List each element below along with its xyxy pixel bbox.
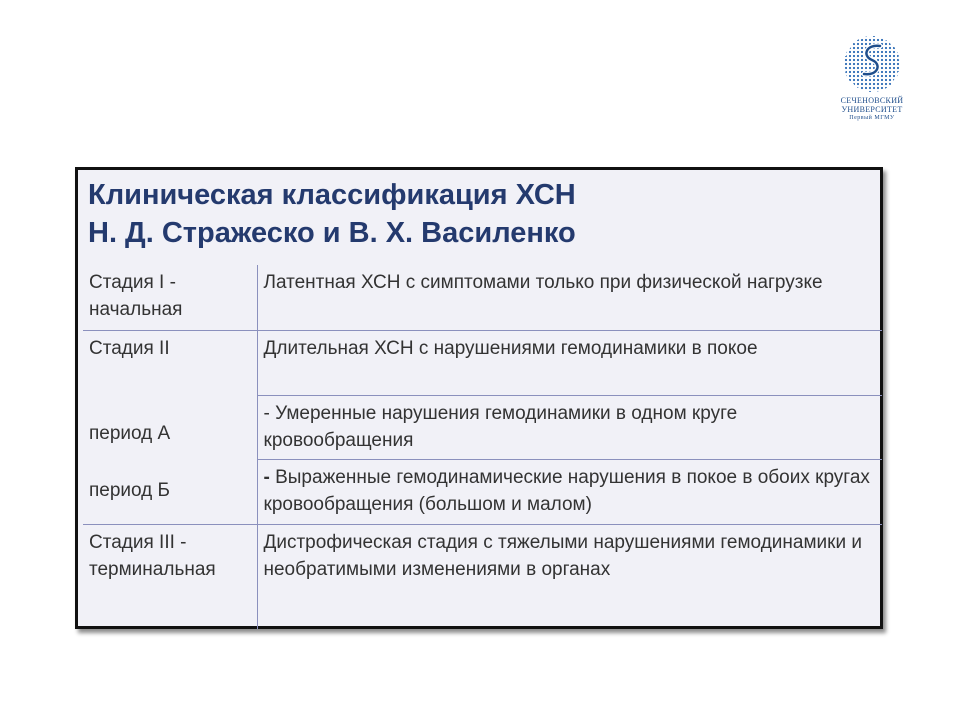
description-cell: Латентная ХСН с симптомами только при физической нагрузке xyxy=(257,265,882,330)
stage-cell xyxy=(83,265,257,330)
logo-line-3: Первый МГМУ xyxy=(849,115,895,121)
description-cell: - Умеренные нарушения гемодинамики в одном круге кровообращения xyxy=(257,395,882,459)
title-line-1: Клиническая классификация ХСН xyxy=(88,179,576,211)
table-row xyxy=(83,330,882,395)
period-label: период Б xyxy=(89,479,171,501)
university-logo xyxy=(828,34,916,134)
stage-label: Стадия I - xyxy=(89,272,176,293)
description-text: Выраженные гемодинамические нарушения в покое в обоих кругах кровообращения (большом и малом) xyxy=(263,466,870,515)
description-cell xyxy=(257,459,882,524)
classification-panel xyxy=(75,167,883,629)
stage-cell xyxy=(83,524,257,629)
logo-line-2: УНИВЕРСИТЕТ xyxy=(841,105,903,114)
classification-table xyxy=(83,265,882,629)
stage-label: Стадия III - xyxy=(89,531,187,553)
table-row xyxy=(83,265,882,330)
stage-sublabel: начальная xyxy=(89,299,183,320)
stage-sublabel: терминальная xyxy=(89,558,216,580)
dash-marker: - xyxy=(263,466,270,488)
description-cell: Дистрофическая стадия с тяжелыми нарушениями гемодинамики и необратимыми изменениями в органах xyxy=(257,524,882,629)
description-cell: Длительная ХСН с нарушениями гемодинамики в покое xyxy=(257,330,882,395)
university-tree-logo-icon xyxy=(836,34,908,96)
stage-cell xyxy=(83,330,257,524)
title-line-2: Н. Д. Стражеско и В. Х. Василенко xyxy=(88,217,576,249)
page-title xyxy=(88,176,576,252)
logo-line-1: СЕЧЕНОВСКИЙ xyxy=(840,96,904,105)
stage-label: Стадия II xyxy=(89,337,170,359)
period-label: период А xyxy=(89,422,171,444)
table-row xyxy=(83,524,882,629)
